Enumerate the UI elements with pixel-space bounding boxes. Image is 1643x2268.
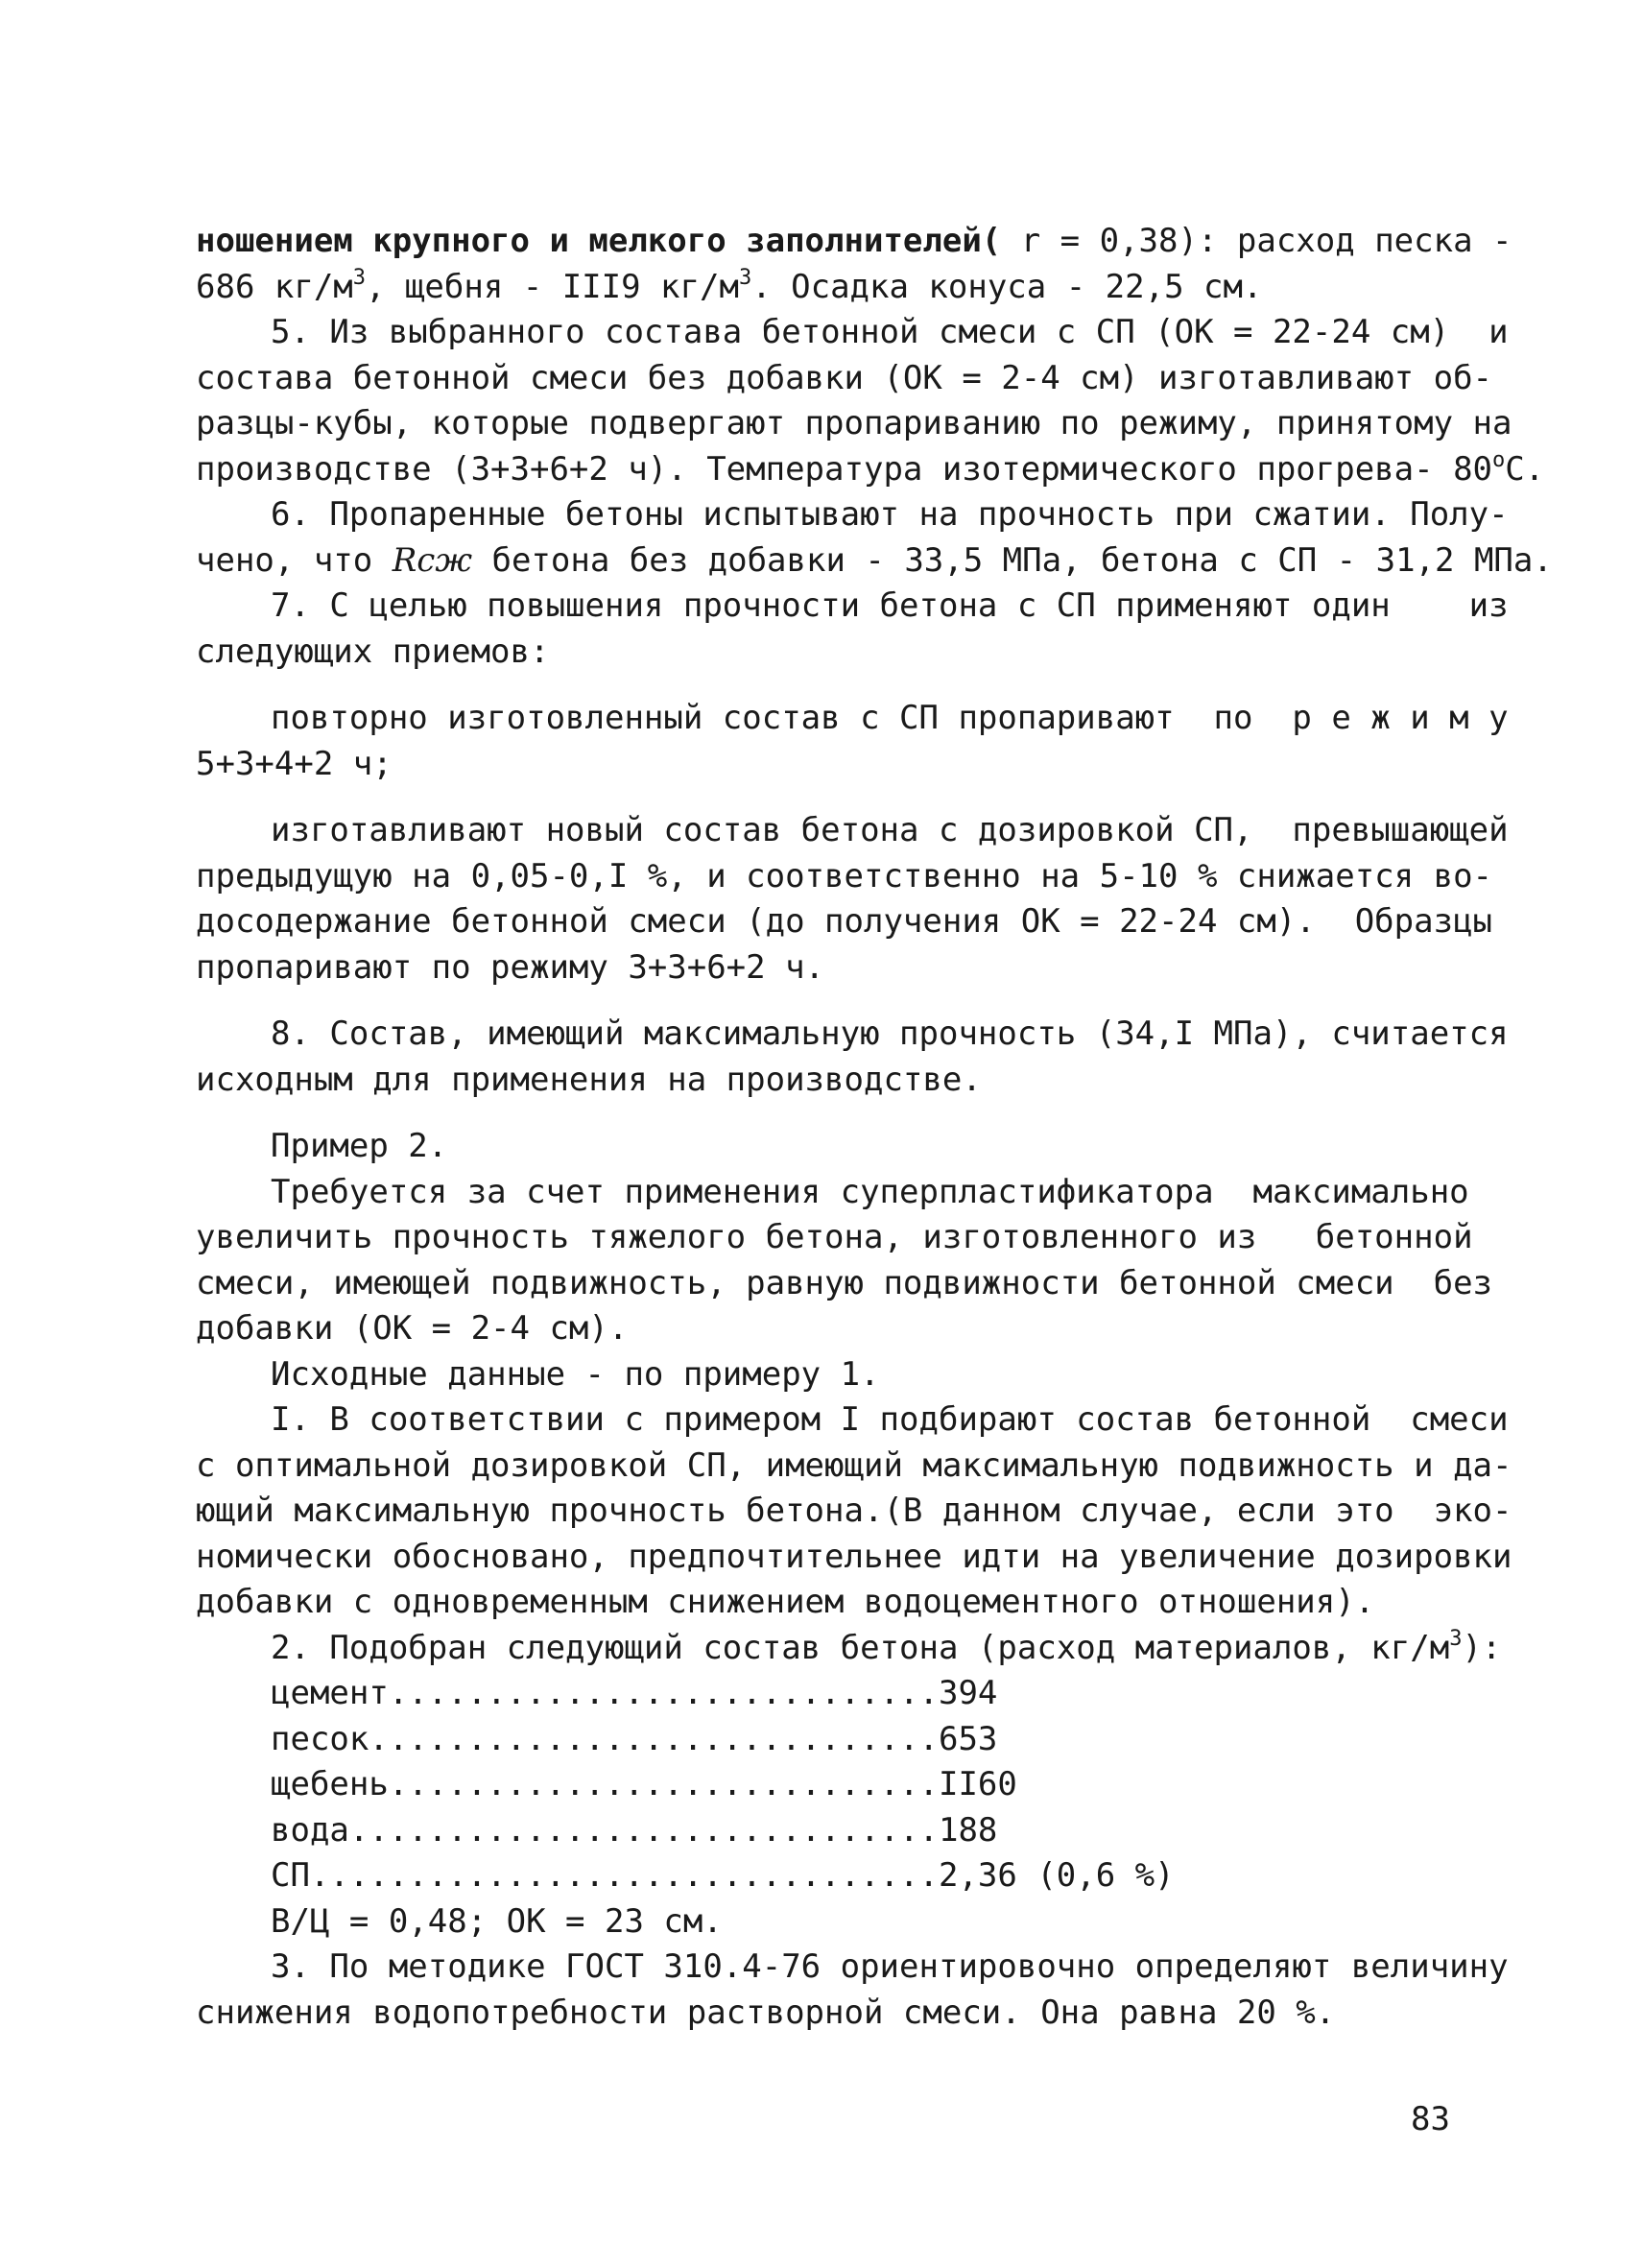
text-fragment: С.: [1505, 449, 1545, 489]
text-line: [196, 1991, 1459, 2037]
strength-symbol: Rсж: [392, 540, 472, 580]
material-row: [196, 1717, 1459, 1763]
text-line: [196, 1058, 1459, 1104]
text-fragment: чено, что: [196, 540, 393, 580]
text-line: [196, 447, 1545, 493]
text-line: [196, 630, 1459, 676]
option1-line: 5+3+4+2 ч;: [196, 744, 393, 783]
text-fragment: ):: [1462, 1628, 1502, 1667]
leader-dots: ..............................: [348, 1810, 939, 1850]
step5-line: производстве (3+3+6+2 ч). Температура изотермического прогрева- 80: [196, 449, 1493, 489]
text-line: [196, 401, 1512, 447]
text-line: [196, 492, 1509, 538]
text-line: [196, 945, 1459, 991]
text-fragment: . Осадка конуса - 22,5 см.: [751, 267, 1263, 306]
leader-dots: ................................: [309, 1856, 939, 1895]
text-line: [196, 584, 1509, 630]
option2-line: досодержание бетонной смеси (до получения ОК = 22-24 см). Образцы: [196, 902, 1493, 941]
text-line: [196, 1489, 1512, 1535]
step1-line: добавки с одновременным снижением водоцементного отношения).: [196, 1583, 1375, 1621]
option2-line: изготавливают новый состав бетона с дозировкой СП, превышающей: [271, 811, 1509, 849]
text-line: [196, 1261, 1493, 1307]
text-line: [196, 1626, 1502, 1672]
step3-line: 3. По методике ГОСТ 310.4-76 ориентировочно определяют величину: [271, 1947, 1509, 1986]
step6-line: 6. Пропаренные бетоны испытывают на прочность при сжатии. Полу-: [271, 495, 1509, 534]
option2-line: пропаривают по режиму 3+3+6+2 ч.: [196, 947, 825, 987]
option1-line: повторно изготовленный состав с СП пропаривают по р е ж и м у: [271, 699, 1509, 737]
step8-line: 8. Состав, имеющий максимальную прочность (34,I МПа), считается: [271, 1015, 1509, 1053]
text-line: [196, 356, 1493, 402]
text-line: [196, 899, 1493, 945]
task-line: увеличить прочность тяжелого бетона, изготовленного из бетонной: [196, 1218, 1473, 1256]
material-row: [196, 1853, 1459, 1899]
text-fragment: r = 0,38): расход песка -: [1001, 222, 1512, 260]
text-line: [196, 1535, 1512, 1581]
text-line: [196, 310, 1509, 356]
step1-line: номически обосновано, предпочтительнее идти на увеличение дозировки: [196, 1537, 1512, 1576]
text-line: [196, 538, 1553, 585]
material-row: [196, 1671, 1459, 1717]
material-value: II60: [938, 1765, 1017, 1803]
material-name: вода: [271, 1810, 349, 1850]
text-fragment: бетона без добавки - 33,5 МПа, бетона с СП - 31,2 МПа.: [472, 540, 1553, 580]
material-name: песок: [271, 1719, 369, 1758]
step1-line: ющий максимальную прочность бетона.(В данном случае, если это эко-: [196, 1492, 1512, 1530]
example-title: [196, 1124, 1459, 1170]
material-value: 188: [938, 1810, 998, 1850]
text-line: [196, 1215, 1473, 1261]
text-fragment: 686 кг/м: [196, 267, 353, 306]
page-number: 83: [1411, 2100, 1450, 2138]
material-name: щебень: [271, 1765, 389, 1803]
step2-line: 2. Подобран следующий состав бетона (расход материалов, кг/м: [271, 1628, 1450, 1667]
text-line: [196, 1352, 1459, 1398]
step7-line: следующих приемов:: [196, 632, 550, 671]
text-line: [196, 1170, 1469, 1216]
document-page: [196, 219, 1553, 2036]
task-line: добавки (ОК = 2-4 см).: [196, 1309, 629, 1348]
text-line: [196, 1444, 1512, 1490]
task-line: смеси, имеющей подвижность, равную подвижности бетонной смеси без: [196, 1263, 1493, 1302]
material-value: 394: [938, 1674, 998, 1712]
text-line: [196, 1945, 1509, 1991]
material-name: СП: [271, 1856, 310, 1895]
leader-dots: .............................: [369, 1719, 939, 1758]
text-line: [196, 1397, 1509, 1444]
step5-line: 5. Из выбранного состава бетонной смеси с СП (ОК = 22-24 см) и: [271, 313, 1509, 351]
step7-line: 7. С целью повышения прочности бетона с СП применяют один из: [271, 586, 1509, 625]
text-line: [196, 219, 1512, 265]
degree-superscript: о: [1492, 447, 1506, 472]
option2-line: предыдущую на 0,05-0,I %, и соответственно на 5-10 % снижается во-: [196, 856, 1493, 895]
superscript: 3: [1449, 1626, 1463, 1651]
superscript: 3: [738, 265, 752, 290]
wc-line: В/Ц = 0,48; ОК = 23 см.: [271, 1901, 723, 1941]
bold-fragment: ношением крупного и мелкого заполнителей(: [196, 222, 1002, 260]
step1-line: I. В соответствии с примером I подбирают состав бетонной смеси: [271, 1400, 1509, 1439]
text-line: [196, 854, 1493, 900]
step3-line: снижения водопотребности растворной смеси. Она равна 20 %.: [196, 1993, 1336, 2032]
example-title-text: Пример 2.: [271, 1127, 448, 1165]
text-line: [196, 1012, 1509, 1058]
material-name: цемент: [271, 1674, 389, 1712]
text-line: [196, 265, 1459, 311]
text-line: [196, 1580, 1459, 1626]
step1-line: с оптимальной дозировкой СП, имеющий максимальную подвижность и да-: [196, 1445, 1512, 1485]
text-fragment: , щебня - III9 кг/м: [366, 267, 739, 306]
step8-line: исходным для применения на производстве.: [196, 1060, 982, 1099]
text-line: [196, 696, 1509, 742]
step5-line: состава бетонной смеси без добавки (ОК = 2-4 см) изготавливают об-: [196, 358, 1493, 397]
initial-data-line: Исходные данные - по примеру 1.: [271, 1354, 880, 1394]
superscript: 3: [352, 265, 367, 290]
material-row: [196, 1808, 1459, 1854]
text-line: [196, 1306, 1459, 1352]
text-line: [196, 808, 1509, 854]
material-value: 2,36 (0,6 %): [938, 1856, 1175, 1895]
text-line: [196, 1899, 1459, 1946]
material-row: [196, 1762, 1459, 1808]
text-line: [196, 742, 1459, 788]
step5-line: разцы-кубы, которые подвергают пропариванию по режиму, принятому на: [196, 404, 1512, 442]
leader-dots: ............................: [388, 1765, 939, 1803]
task-line: Требуется за счет применения суперпластификатора максимально: [271, 1172, 1469, 1211]
material-value: 653: [938, 1719, 998, 1758]
leader-dots: ............................: [388, 1674, 939, 1712]
